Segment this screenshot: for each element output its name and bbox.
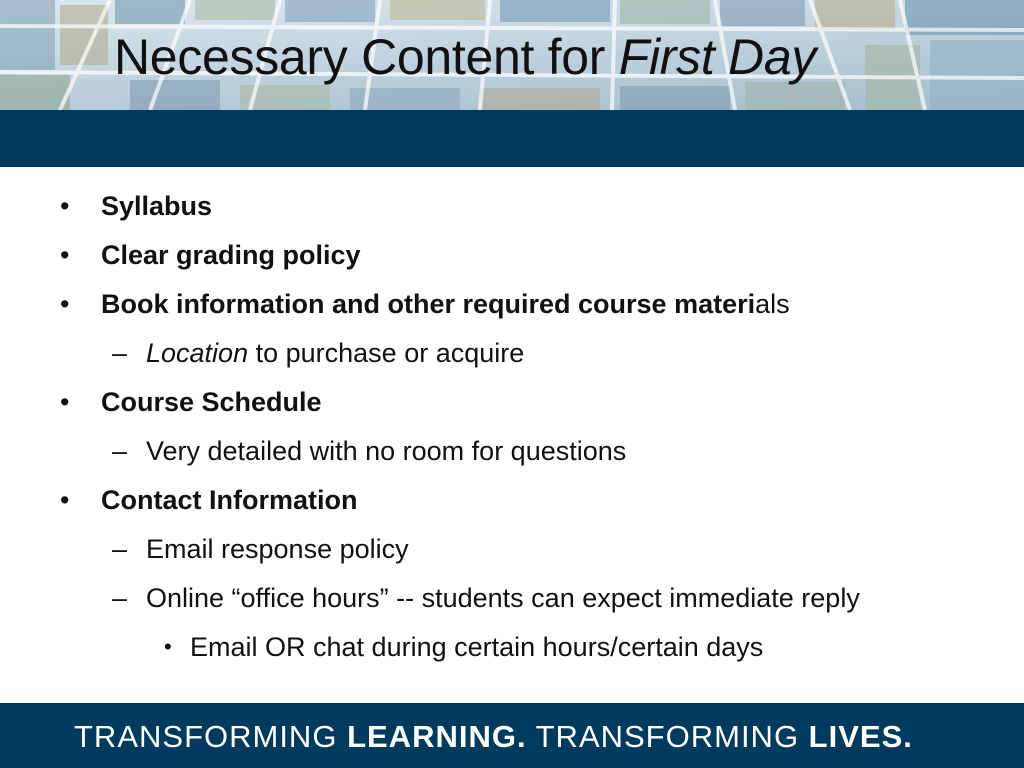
bullet-text: Clear grading policy: [101, 240, 361, 270]
footer-tagline: [74, 717, 913, 757]
subbullet-text: Very detailed with no room for questions: [146, 436, 627, 466]
dash-icon: –: [112, 338, 128, 368]
tagline-part1: TRANSFORMING: [74, 719, 348, 754]
title-prefix: Necessary Content for: [114, 29, 619, 85]
dash-icon: –: [112, 436, 128, 466]
bullet-text: [101, 284, 790, 324]
subbullet-text-rest: to purchase or acquire: [248, 338, 525, 368]
tagline-part3: TRANSFORMING: [526, 719, 809, 754]
dash-icon: –: [112, 534, 128, 564]
slide-title: [114, 22, 816, 92]
subsubbullet-text: Email OR chat during certain hours/certain days: [190, 632, 764, 662]
bullet-icon: •: [60, 191, 70, 221]
bullet-icon: •: [60, 289, 70, 319]
subbullet-text: Online “office hours” -- students can expect immediate reply: [146, 583, 860, 613]
tagline-learning: LEARNING.: [347, 719, 527, 754]
bullet-text: Syllabus: [101, 191, 213, 221]
footer-bar: [0, 703, 1024, 768]
bullet-text: Contact Information: [101, 485, 358, 515]
bullet-icon: •: [164, 634, 172, 659]
bullet-text-bold: Book information and other required course materi: [101, 289, 756, 319]
subbullet-text: Email response policy: [146, 534, 409, 564]
bullet-icon: •: [60, 240, 70, 270]
tagline-lives: LIVES.: [808, 719, 913, 754]
dash-icon: –: [112, 583, 128, 613]
bullet-text: Course Schedule: [101, 387, 322, 417]
header-banner: [0, 0, 1024, 110]
bullet-text-rest: als: [755, 289, 790, 319]
subbullet-text: [146, 333, 524, 373]
bullet-icon: •: [60, 485, 70, 515]
title-italic: First Day: [618, 29, 817, 85]
subbullet-text-italic: Location: [146, 338, 249, 368]
bullet-icon: •: [60, 387, 70, 417]
title-underline-bar: [0, 110, 1024, 167]
